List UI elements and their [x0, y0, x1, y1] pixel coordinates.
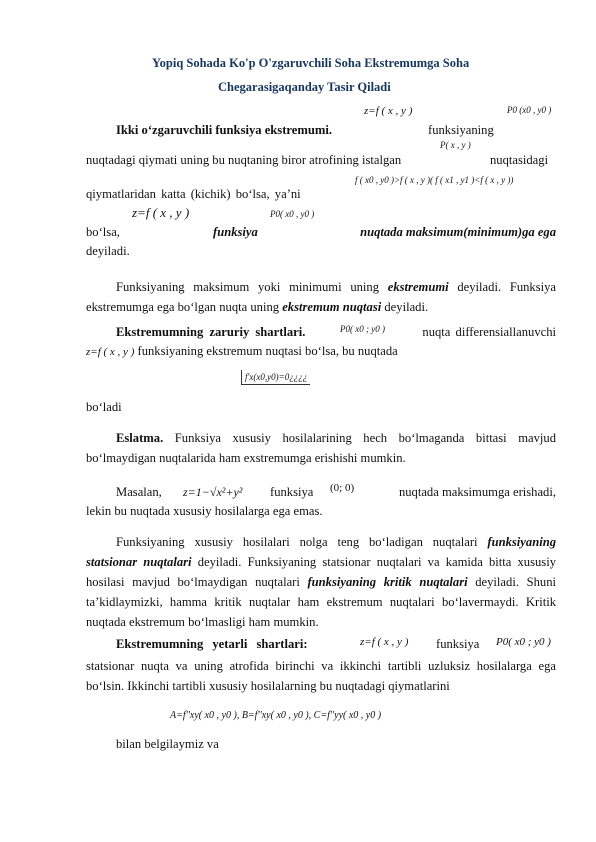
text-maxmin: nuqtada maksimum(minimum)ga ega [360, 225, 556, 239]
text-sufficient-funksiya: funksiya [436, 637, 480, 651]
text-masalan: Masalan, [116, 485, 162, 499]
text-funksiyaning: funksiyaning [428, 123, 494, 137]
heading-sufficient-conditions: Ekstremumning yetarli shartlari: [116, 637, 308, 651]
formula-p0-sufficient: P0( x0 ; y0 ) [496, 636, 551, 648]
note-paragraph: Eslatma. Funksiya xususiy hosilalarining hech bo‘lmaganda bittasi mavjud bo‘lmaydigan nuqtalarida ham exstremumga erishishi mumkin. [86, 431, 556, 465]
text-line2-right: nuqtasidagi [490, 153, 549, 167]
formula-inequality: f ( x0 , y0 )>f ( x , y )( f ( x1 , y1 )<f ( x , y )) [355, 175, 514, 185]
formula-z2: z=f ( x , y ) [132, 205, 190, 220]
text-funksiya: funksiya [213, 225, 258, 239]
formula-abc: A=f''xy( x0 , y0 ), B=f''xy( x0 , y0 ), C=f''yy( x0 , y0 ) [170, 710, 382, 721]
text-line3: qiymatlaridan katta (kichik) bo‘lsa, ya’ni [86, 187, 301, 201]
formula-example: z=1−√x²+y² [183, 485, 243, 499]
formula-p0: P0 (x0 , y0 ) [507, 105, 552, 115]
text-example-b: lekin bu nuqtada xususiy hosilalarga ega emas. [86, 504, 323, 518]
text-bolsa: bo‘lsa, [86, 225, 120, 239]
line-necessary-2: z=f ( x , y ) funksiyaning ekstremum nuqtasi bo‘lsa, bu nuqtada [86, 344, 398, 358]
formula-p0b: P0( x0 , y0 ) [270, 209, 315, 219]
paragraph-stationary-points: Funksiyaning xususiy hosilalari nolga teng bo‘ladigan nuqtalari funksiyaning statsionar nuqtalari deyiladi. Funksiyaning statsionar nuqtalari va kamida bitta xususiy hosilasi mavjud bo‘lmaydigan nuqtalari funksiyaning kritik nuqtalari deyiladi. Shuni ta’kidlaymizki, hamma kritik nuqtalar ham ekstremum nuqtalari bo‘lavermaydi. Kritik nuqtada ekstremum bo‘lmasligi ham mumkin. [86, 535, 557, 629]
title-line2: Chegarasigaqanday Tasir Qiladi [218, 80, 391, 94]
formula-z: z=f ( x , y ) [364, 105, 413, 117]
paragraph-sufficient: statsionar nuqta va uning atrofida birinchi va ikkinchi tartibli uzluksiz hosilalarga ega bo‘lsin. Ikkinchi tartibli xususiy hosilalarning bu nuqtadagi qiymatlarini [86, 659, 556, 693]
paragraph-extremum-definition: Funksiyaning maksimum yoki minimumi uning ekstremumi deyiladi. Funksiya ekstremumga ega bo‘lgan nuqta uning ekstremum nuqtasi deyiladi. [86, 280, 556, 314]
formula-p: P( x , y ) [440, 140, 471, 150]
text-boladi: bo‘ladi [86, 400, 122, 414]
text-deyiladi: deyiladi. [86, 244, 130, 258]
text-example-a: nuqtada maksimumga erishadi, [398, 485, 556, 499]
section-heading-extremum: Ikki o‘zgaruvchili funksiya ekstremumi. [116, 123, 332, 137]
text-line2-left: nuqtadagi qiymati uning bu nuqtaning biror atrofining istalgan [86, 153, 402, 167]
formula-condition: f'x(x0,y0)=0¿¿¿¿ [241, 370, 310, 385]
title-line1: Yopiq Sohada Ko'p O'zgaruvchili Soha Ekstremumga Soha [152, 56, 470, 70]
formula-point: (0; 0) [330, 482, 355, 494]
text-last: bilan belgilaymiz va [116, 737, 219, 751]
text-example-funksiya: funksiya [270, 485, 314, 499]
heading-necessary-conditions: Ekstremumning zaruriy shartlari. [116, 325, 306, 339]
formula-p0-necessary: P0( x0 ; y0 ) [340, 324, 385, 334]
formula-z-sufficient: z=f ( x , y ) [360, 636, 409, 648]
text-differentiable: nuqta differensiallanuvchi [422, 325, 556, 339]
